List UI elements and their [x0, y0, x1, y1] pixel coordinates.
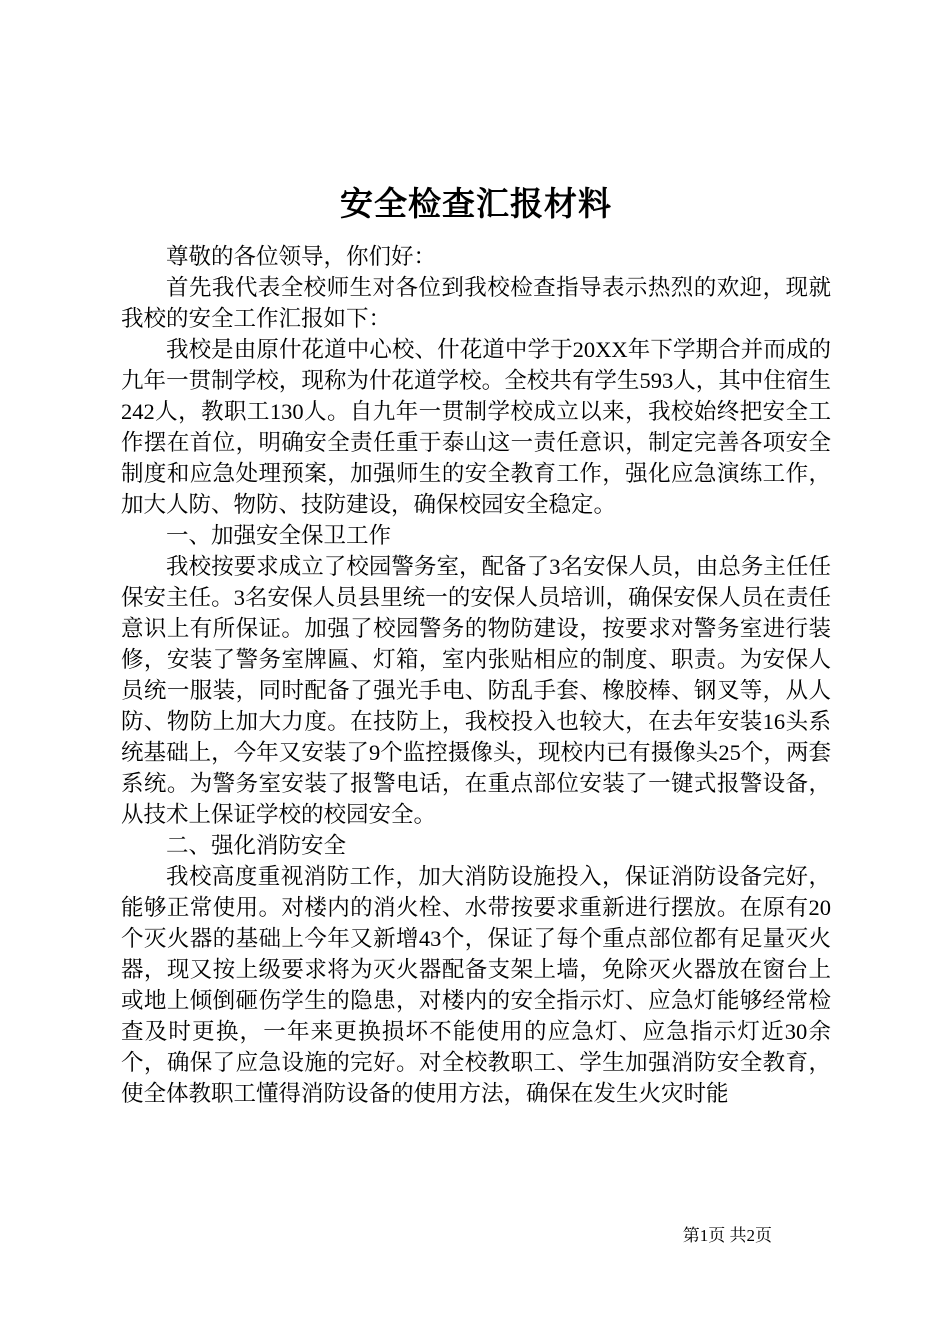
page-number-footer: 第1页 共2页: [682, 1226, 772, 1245]
paragraph-section-2-body: 我校高度重视消防工作，加大消防设施投入，保证消防设备完好，能够正常使用。对楼内的消火栓、水带按要求重新进行摆放。在原有20个灭火器的基础上今年又新增43个，保证了每个重点部位都有足量灭火器，现又按上级要求将为灭火器配备支架上墙，免除灭火器放在窗台上或地上倾倒砸伤学生的隐患，对楼内的安全指示灯、应急灯能够经常检查及时更换，一年来更换损坏不能使用的应急灯、应急指示灯近30余个，确保了应急设施的完好。对全校教职工、学生加强消防安全教育，使全体教职工懂得消防设备的使用方法，确保在发生火灾时能: [121, 864, 831, 1106]
paragraph-school-overview: 我校是由原什花道中心校、什花道中学于20XX年下学期合并而成的九年一贯制学校，现称为什花道学校。全校共有学生593人，其中住宿生242人，教职工130人。自九年一贯制学校成立以来，我校始终把安全工作摆在首位，明确安全责任重于泰山这一责任意识，制定完善各项安全制度和应急处理预案，加强师生的安全教育工作，强化应急演练工作，加大人防、物防、技防建设，确保校园安全稳定。: [121, 337, 831, 517]
paragraph-salutation: 尊敬的各位领导，你们好：: [166, 244, 437, 269]
section-heading-1: 一、加强安全保卫工作: [166, 523, 392, 548]
paragraph-intro: 首先我代表全校师生对各位到我校检查指导表示热烈的欢迎，现就我校的安全工作汇报如下：: [121, 275, 831, 331]
section-heading-2: 二、强化消防安全: [166, 833, 347, 858]
document-title: 安全检查汇报材料: [340, 187, 612, 223]
paragraph-section-1-body: 我校按要求成立了校园警务室，配备了3名安保人员，由总务主任任保安主任。3名安保人员县里统一的安保人员培训，确保安保人员在责任意识上有所保证。加强了校园警务的物防建设，按要求对警务室进行装修，安装了警务室牌匾、灯箱，室内张贴相应的制度、职责。为安保人员统一服装，同时配备了强光手电、防乱手套、橡胶棒、钢叉等，从人防、物防上加大力度。在技防上，我校投入也较大，在去年安装16头系统基础上，今年又安装了9个监控摄像头，现校内已有摄像头25个，两套系统。为警务室安装了报警电话，在重点部位安装了一键式报警设备，从技术上保证学校的校园安全。: [121, 554, 831, 827]
